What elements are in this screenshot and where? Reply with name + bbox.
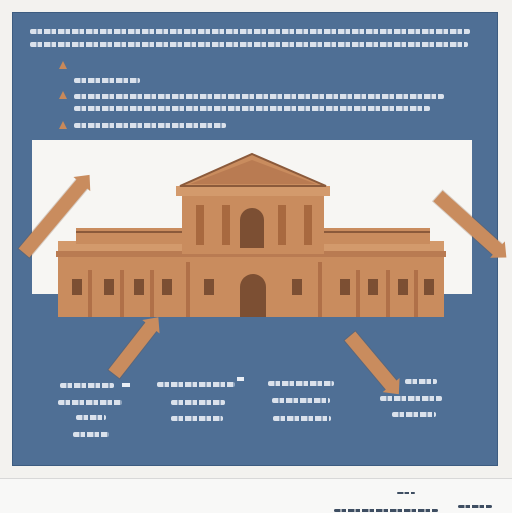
label-3-line-3 — [273, 416, 331, 421]
label-1-line-2 — [58, 400, 122, 405]
label-1-mark — [122, 383, 130, 387]
label-4-line-1 — [405, 379, 437, 384]
label-2-line-1 — [157, 382, 235, 387]
label-1-line-3 — [76, 415, 106, 420]
footer-line-2 — [458, 505, 492, 508]
label-4-line-3 — [392, 412, 436, 417]
label-2-line-3 — [171, 416, 223, 421]
label-1-line-4 — [73, 432, 109, 437]
label-1-line-1 — [60, 383, 114, 388]
label-2-line-2 — [171, 400, 225, 405]
label-3-line-2 — [272, 398, 330, 403]
footer-strip — [0, 478, 512, 513]
label-3-line-1 — [268, 381, 334, 386]
footer-line-3 — [397, 492, 415, 494]
label-4-line-2 — [380, 396, 442, 401]
label-2-mark — [237, 377, 244, 381]
